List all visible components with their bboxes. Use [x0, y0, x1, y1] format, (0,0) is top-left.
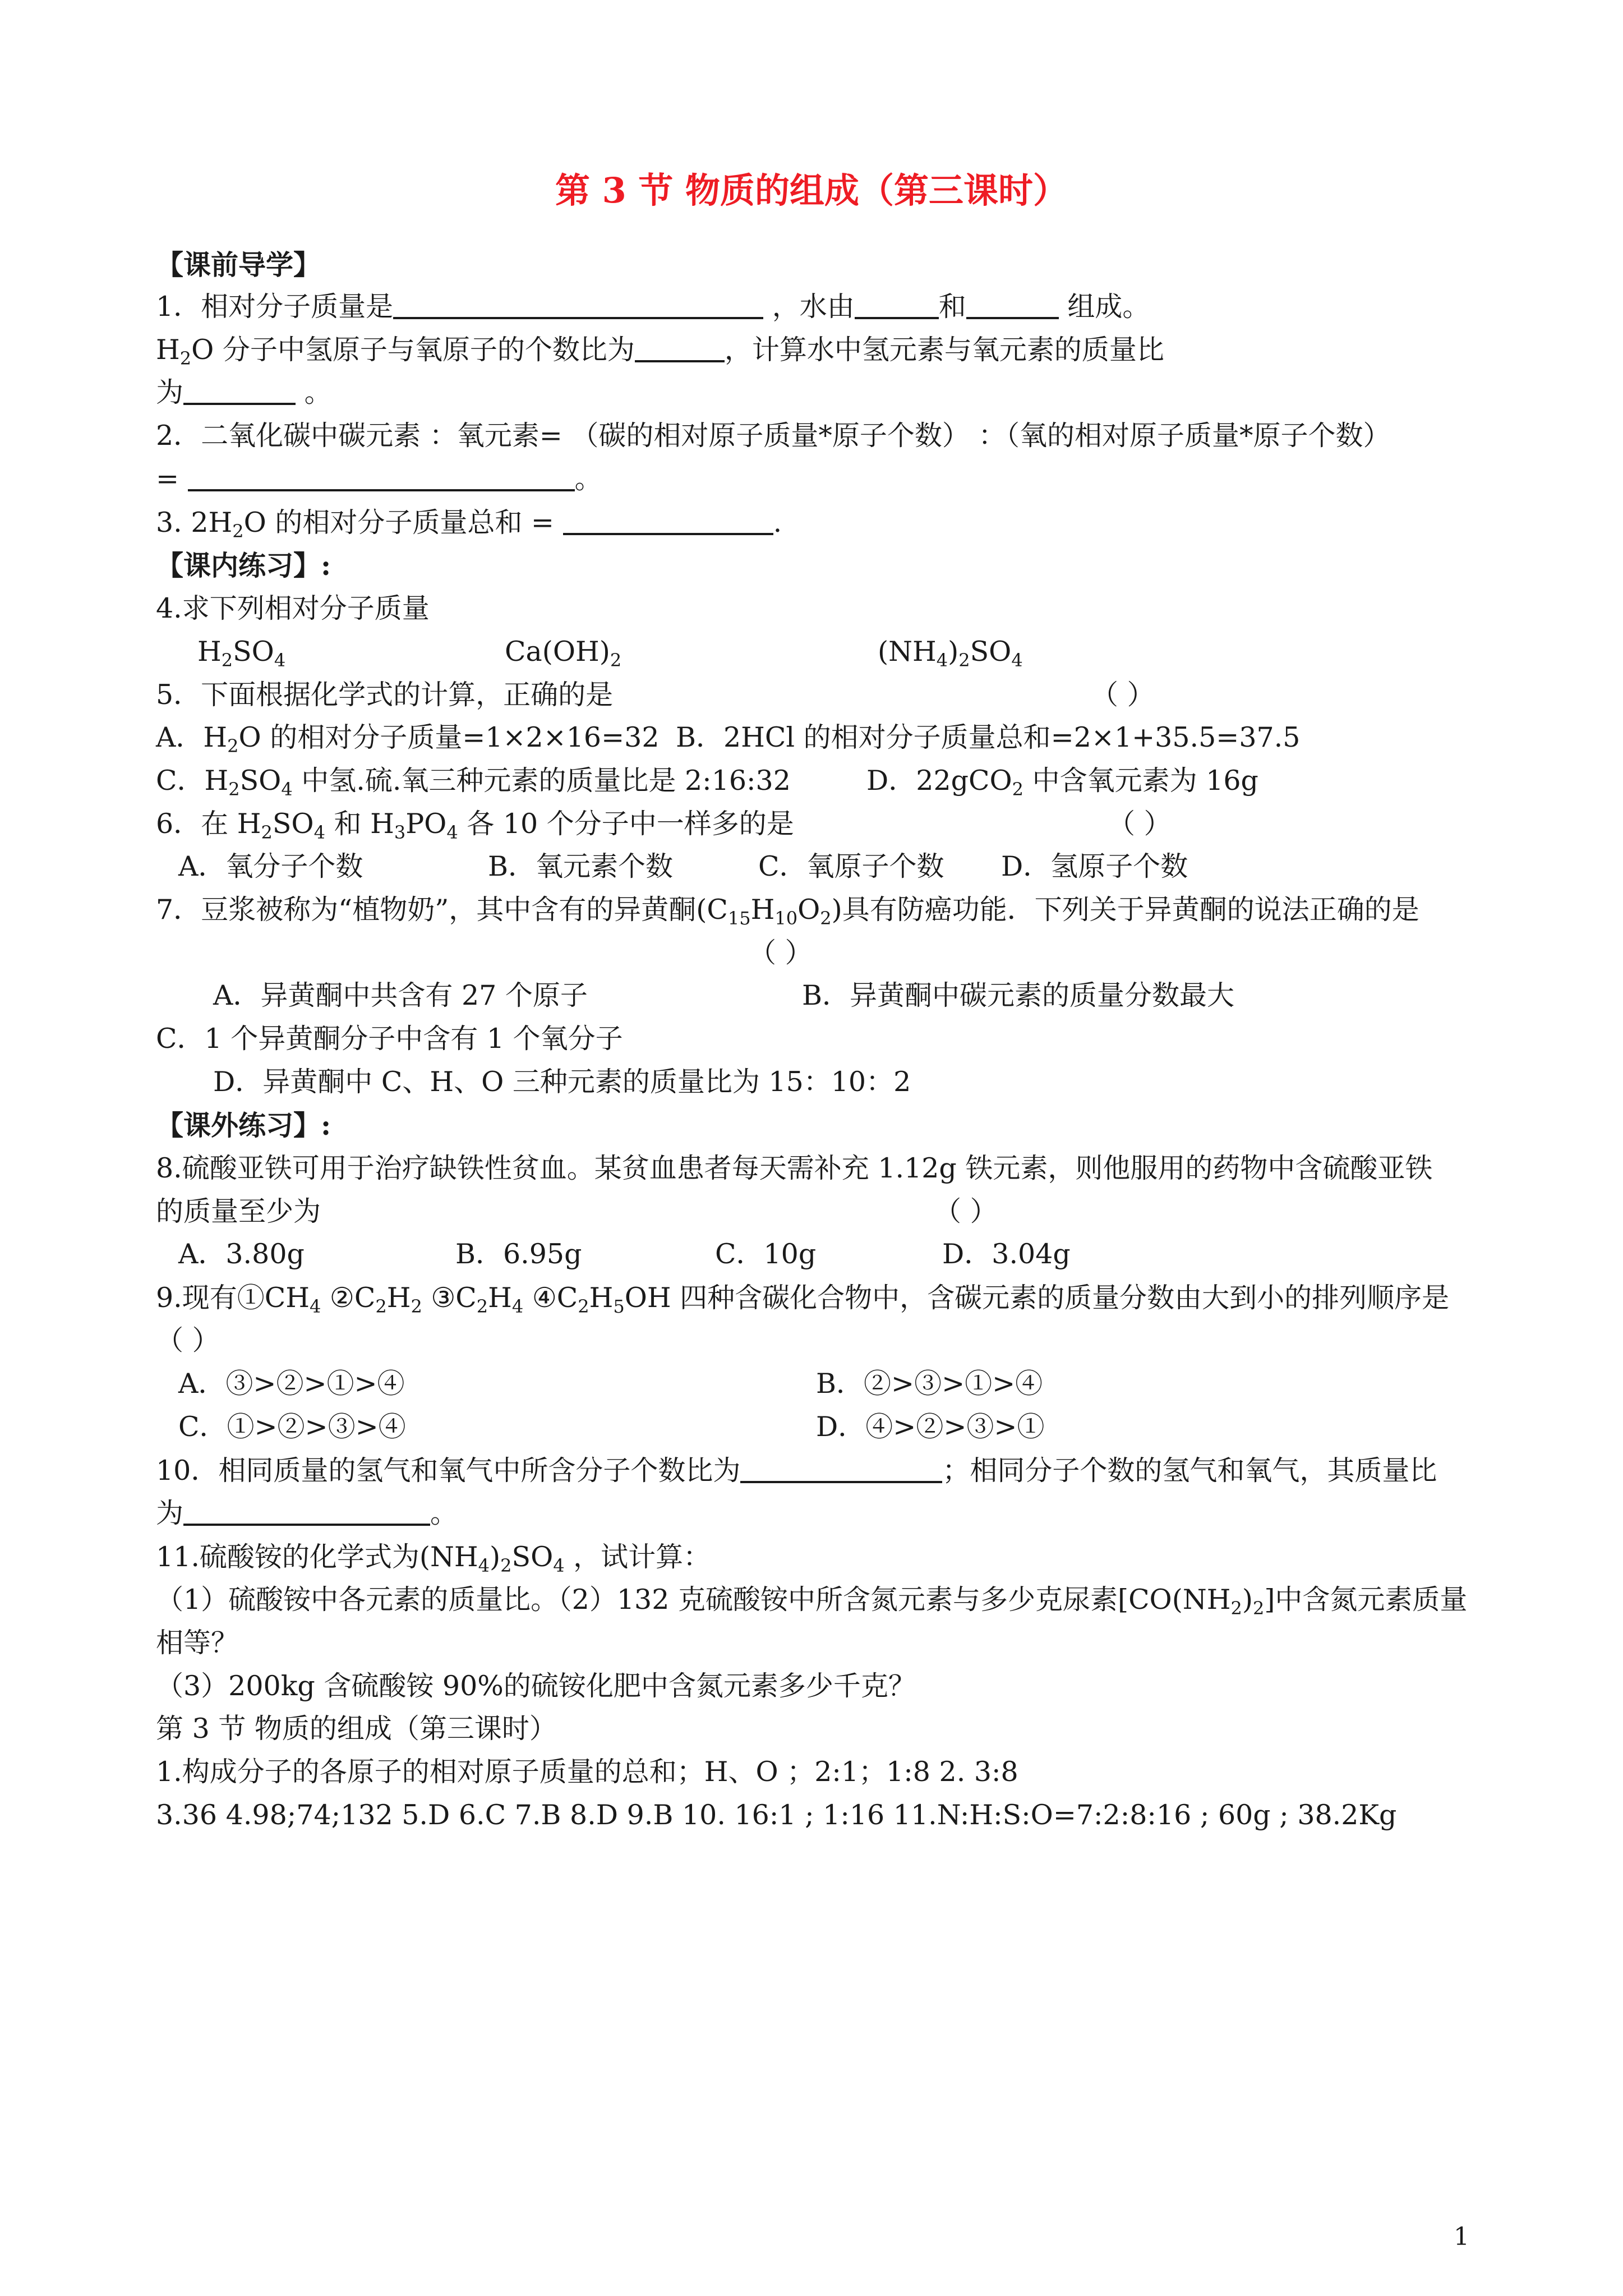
option-8d: D．3.04g	[942, 1238, 1071, 1270]
question-2: 2．二氧化碳中碳元素 ：氧元素= （碳的相对原子质量*原子个数） ：（氧的相对原子质量*原子个数）	[156, 420, 1391, 452]
formula-caoh2: $Ca(OH)_2$	[505, 636, 622, 671]
option-9b: B．②>③>①>④	[816, 1368, 1043, 1400]
section-after-class: 【课外练习】:	[156, 1109, 331, 1142]
page-title: 第 3 节 物质的组成（第三课时）	[555, 170, 1068, 211]
question-1-line-3: 为 。	[156, 376, 332, 408]
question-11-part-1-2: （1）硫酸铵中各元素的质量比。（2）132 克硫酸铵中所含氮元素与多少克尿素$[CO(NH_2)_2]$中含氮元素质量	[156, 1584, 1468, 1619]
answers-line-1: 1.构成分子的各原子的相对原子质量的总和；H、O ；2:1；1:8 2. 3:8	[156, 1756, 1018, 1788]
question-2-line-2: = 。	[156, 463, 602, 495]
option-6a: A．氧分子个数	[178, 850, 363, 882]
answers-line-2: 3.36 4.98;74;132 5.D 6.C 7.B 8.D 9.B 10. 16:1 ; 1:16 11.N:H:S:O=7:2:8:16 ; 60g ; 38.2Kg	[156, 1799, 1397, 1831]
question-7: 7．豆浆被称为“植物奶”，其中含有的异黄酮$(C_{15}H_{10}O_2)$具有防癌功能．下列关于异黄酮的说法正确的是	[156, 894, 1419, 929]
option-8b: B．6.95g	[455, 1238, 582, 1270]
option-8c: C．10g	[715, 1238, 817, 1270]
question-11-part-3: （3）200kg 含硫酸铵 90%的硫铵化肥中含氮元素多少千克？	[156, 1670, 916, 1702]
answers-title: 第 3 节 物质的组成（第三课时）	[156, 1713, 557, 1745]
question-10-line-2: 为 。	[156, 1497, 458, 1529]
answer-parentheses: （ ）	[934, 1195, 998, 1227]
option-6d: D．氢原子个数	[1001, 850, 1188, 882]
question-10: 10．相同质量的氢气和氧气中所含分子个数比为 ；相同分子个数的氢气和氧气，其质量比	[156, 1455, 1437, 1487]
option-9c: C．①>②>③>④	[178, 1411, 406, 1443]
formula-h2so4: $H_2SO_4$	[197, 636, 286, 671]
answer-blank	[966, 291, 1059, 319]
question-6: 6．在 $H_2SO_4$ 和 $H_3PO_4$ 各 10 个分子中一样多的是	[156, 808, 794, 843]
answer-blank	[183, 1498, 430, 1526]
option-7d: D．异黄酮中 C、H、O 三种元素的质量比为 15：10：2	[213, 1066, 911, 1098]
section-in-class: 【课内练习】:	[156, 549, 331, 582]
option-7b: B．异黄酮中碳元素的质量分数最大	[802, 979, 1235, 1011]
question-9: 9.现有$①CH_4$ $②C_2H_2$ $③C_2H_4$ $④C_2H_5OH$ 四种含碳化合物中，含碳元素的质量分数由大到小的排列顺序是	[156, 1282, 1450, 1317]
answer-parentheses: （ ）	[156, 1324, 220, 1356]
question-5: 5．下面根据化学式的计算，正确的是	[156, 679, 614, 711]
option-7c: C．1 个异黄酮分子中含有 1 个氧分子	[156, 1023, 623, 1055]
answer-blank	[188, 463, 575, 491]
answer-blank	[183, 377, 296, 405]
question-3: 3. $2H_2O$ 的相对分子质量总和 = .	[156, 507, 782, 542]
option-5c: C．$H_2SO_4$ 中氢.硫.氧三种元素的质量比是 2:16:32	[156, 765, 791, 800]
section-pre-study: 【课前导学】	[156, 249, 321, 281]
question-11-part-2-cont: 相等？	[156, 1627, 239, 1659]
option-5d: D．22gCO$_2$ 中含氧元素为 16g	[866, 765, 1258, 800]
option-6b: B．氧元素个数	[488, 850, 674, 882]
answer-blank	[855, 291, 939, 319]
answer-blank	[740, 1455, 942, 1483]
question-1-line-2: $H_2O$ 分子中氢原子与氧原子的个数比为 ，计算水中氢元素与氧元素的质量比	[156, 334, 1164, 369]
question-1: 1．相对分子质量是 ，水由 和 组成。	[156, 291, 1150, 323]
formula-nh4-2so4: $(NH_4)_2SO_4$	[878, 636, 1023, 671]
option-9a: A．③>②>①>④	[178, 1368, 405, 1400]
question-8-line-2: 的质量至少为	[156, 1195, 321, 1227]
option-7a: A．异黄酮中共含有 27 个原子	[213, 979, 588, 1011]
answer-blank	[635, 334, 725, 362]
question-8: 8.硫酸亚铁可用于治疗缺铁性贫血。某贫血患者每天需补充 1.12g 铁元素，则他服用的药物中含硫酸亚铁	[156, 1152, 1433, 1184]
question-4: 4.求下列相对分子质量	[156, 592, 430, 624]
answer-blank	[393, 291, 763, 319]
option-5b: B．2HCl 的相对分子质量总和=2×1+35.5=37.5	[676, 721, 1301, 753]
answer-parentheses: （ ）	[1108, 808, 1172, 840]
answer-blank	[563, 507, 773, 535]
option-9d: D．④>②>③>①	[816, 1411, 1045, 1443]
option-6c: C．氧原子个数	[758, 850, 944, 882]
option-8a: A．3.80g	[178, 1238, 305, 1270]
answer-parentheses: （ ）	[1091, 679, 1155, 711]
question-11: 11.硫酸铵的化学式为$(NH_4)_2SO_4$ ，试计算：	[156, 1541, 711, 1576]
page-number: 1	[1454, 2223, 1469, 2251]
option-5a: A．$H_2O$ 的相对分子质量=1×2×16=32	[156, 721, 660, 757]
answer-parentheses: （ ）	[749, 937, 813, 969]
